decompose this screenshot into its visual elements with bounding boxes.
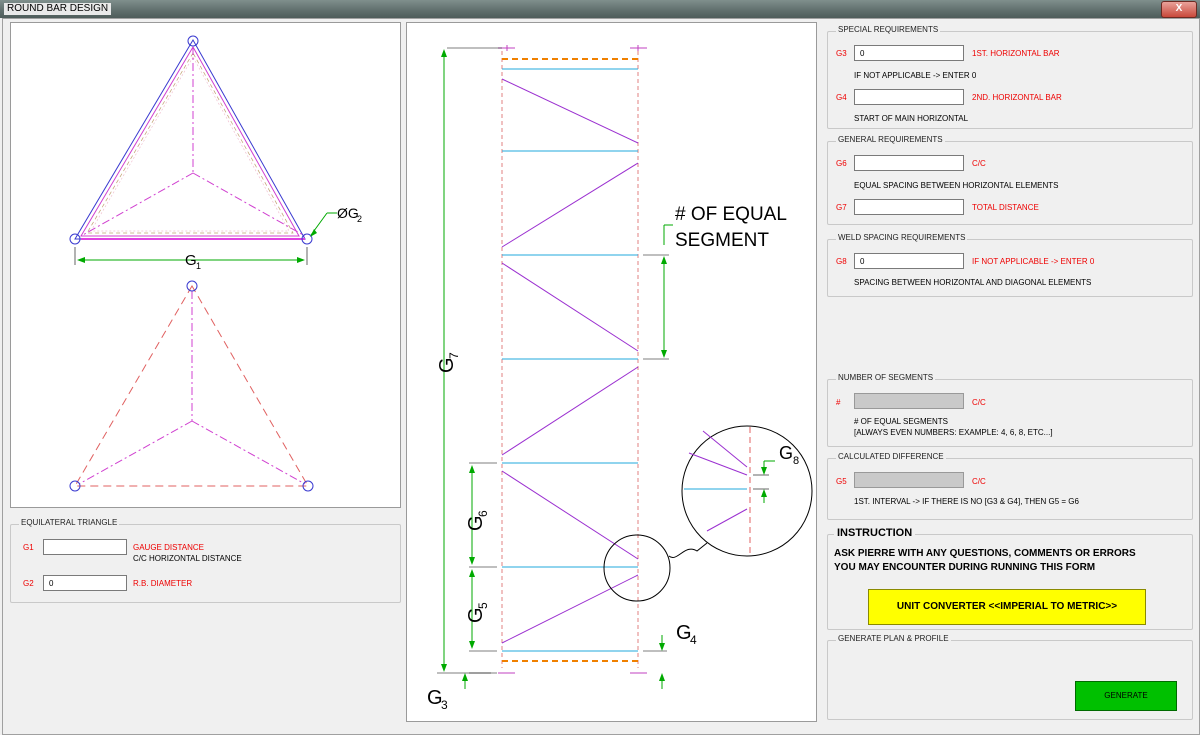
equal-segment-label-line1: # OF EQUAL [675, 204, 787, 225]
g8-input[interactable]: 0 [854, 253, 964, 269]
g5-letter: G [465, 607, 487, 623]
g7-input[interactable] [854, 199, 964, 215]
g7-letter: G [436, 357, 458, 373]
top-triangle [70, 36, 362, 271]
g3-subscript: 3 [441, 698, 448, 712]
special-requirements-title: SPECIAL REQUIREMENTS [838, 25, 939, 34]
generate-title: GENERATE PLAN & PROFILE [838, 634, 949, 643]
g8-code: G8 [836, 257, 847, 266]
g1-note: C/C HORIZONTAL DISTANCE [133, 554, 242, 563]
instruction-line-2: YOU MAY ENCOUNTER DURING RUNNING THIS FORM [834, 562, 1096, 573]
close-button[interactable]: X [1161, 1, 1197, 18]
g4-code: G4 [836, 93, 847, 102]
segments-note-1: # OF EQUAL SEGMENTS [854, 417, 948, 426]
general-requirements-group [827, 135, 1193, 225]
elevation-drawing-panel [406, 22, 817, 722]
g4-subscript: 4 [690, 633, 697, 647]
weld-spacing-title: WELD SPACING REQUIREMENTS [838, 233, 966, 242]
calculated-difference-group [827, 452, 1193, 520]
special-requirements-group [827, 25, 1193, 129]
g2-dimension-subscript: 2 [357, 214, 363, 224]
g4-description: 2ND. HORIZONTAL BAR [972, 93, 1062, 102]
number-of-segments-group [827, 373, 1193, 447]
g3-letter: G [427, 687, 443, 709]
window-title: ROUND BAR DESIGN [4, 3, 111, 15]
general-requirements-title: GENERAL REQUIREMENTS [838, 135, 943, 144]
g1-code: G1 [23, 543, 34, 552]
g3-description: 1ST. HORIZONTAL BAR [972, 49, 1060, 58]
triangle-drawing-panel [10, 22, 401, 508]
g3-note: IF NOT APPLICABLE -> ENTER 0 [854, 71, 977, 80]
g6-description: C/C [972, 159, 986, 168]
g5-subscript: 5 [476, 602, 490, 609]
g2-description: R.B. DIAMETER [133, 579, 193, 588]
form-window [2, 18, 1200, 735]
g1-dimension-label: G [185, 252, 197, 269]
g5-description: C/C [972, 477, 986, 486]
g7-description: TOTAL DISTANCE [972, 203, 1039, 212]
g2-input[interactable]: 0 [43, 575, 127, 591]
g5-note: 1ST. INTERVAL -> IF THERE IS NO [G3 & G4], THEN G5 = G6 [854, 497, 1079, 506]
g6-code: G6 [836, 159, 847, 168]
unit-converter-button[interactable]: UNIT CONVERTER <<IMPERIAL TO METRIC>> [868, 589, 1146, 625]
equilateral-triangle-group [10, 518, 401, 603]
g4-letter: G [676, 622, 692, 644]
equal-segment-label-line2: SEGMENT [675, 230, 769, 251]
g1-description: GAUGE DISTANCE [133, 543, 204, 552]
g6-note: EQUAL SPACING BETWEEN HORIZONTAL ELEMENTS [854, 181, 1059, 190]
instruction-group [827, 527, 1193, 630]
g3-input[interactable]: 0 [854, 45, 964, 61]
g6-letter: G [465, 515, 487, 531]
g5-code: G5 [836, 477, 847, 486]
segments-description: C/C [972, 398, 986, 407]
segments-code: # [836, 398, 841, 407]
elevation-drawing [407, 23, 816, 721]
segments-note-2: [ALWAYS EVEN NUMBERS: EXAMPLE: 4, 6, 8, ETC...] [854, 428, 1053, 437]
instruction-title: INSTRUCTION [834, 527, 915, 539]
title-bar [0, 0, 1200, 18]
g8-note: SPACING BETWEEN HORIZONTAL AND DIAGONAL ELEMENTS [854, 278, 1092, 287]
g1-dimension-subscript: 1 [196, 261, 202, 271]
instruction-line-1: ASK PIERRE WITH ANY QUESTIONS, COMMENTS OR ERRORS [834, 548, 1136, 559]
number-of-segments-title: NUMBER OF SEGMENTS [838, 373, 934, 382]
g6-subscript: 6 [476, 510, 490, 517]
g1-input[interactable] [43, 539, 127, 555]
g7-code: G7 [836, 203, 847, 212]
triangle-drawing [11, 23, 400, 507]
g2-dimension-label: ØG [337, 205, 359, 221]
g4-input[interactable] [854, 89, 964, 105]
g8-letter: G [779, 443, 794, 463]
g5-output [854, 472, 964, 488]
g2-code: G2 [23, 579, 34, 588]
g6-input[interactable] [854, 155, 964, 171]
g8-subscript: 8 [793, 455, 800, 467]
weld-spacing-group [827, 233, 1193, 297]
calculated-difference-title: CALCULATED DIFFERENCE [838, 452, 944, 461]
generate-group [827, 634, 1193, 720]
g8-description: IF NOT APPLICABLE -> ENTER 0 [972, 257, 1095, 266]
g4-note: START OF MAIN HORIZONTAL [854, 114, 969, 123]
generate-button[interactable]: GENERATE [1075, 681, 1177, 711]
bottom-triangle [70, 281, 313, 491]
segments-output [854, 393, 964, 409]
g7-subscript: 7 [447, 352, 461, 359]
g3-code: G3 [836, 49, 847, 58]
equilateral-triangle-title: EQUILATERAL TRIANGLE [21, 518, 118, 527]
